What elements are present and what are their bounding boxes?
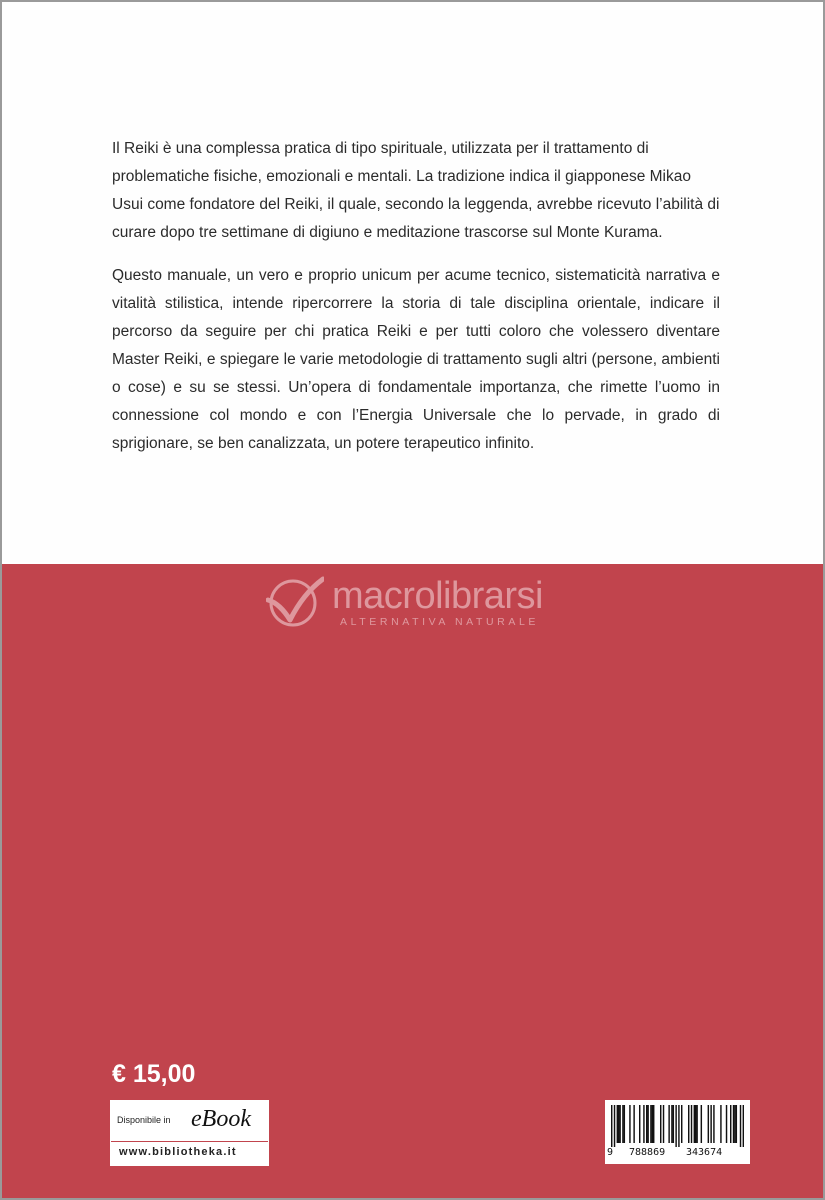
barcode-bar: [646, 1105, 647, 1143]
blurb-paragraph-1: Il Reiki è una complessa pratica di tipo spirituale, utilizzata per il trattamento di problematiche fisiche, emozionali e mentali. La tradizione indica il giapponese Mikao Usui come fondatore del Reiki, il quale, secondo la leggenda, avrebbe ricevuto l’abilità di curare dopo tre settimane di digiuno e meditazione trascorse sul Monte Kurama.: [112, 140, 720, 241]
barcode-bar: [710, 1105, 711, 1143]
barcode-bar: [647, 1105, 648, 1143]
barcode-bar: [622, 1105, 623, 1143]
barcode-bar: [743, 1105, 744, 1147]
barcode-bar: [619, 1105, 620, 1143]
blurb-text: [112, 135, 720, 473]
barcode-bar: [736, 1105, 737, 1143]
checkmark-circle-icon: [266, 576, 324, 628]
barcode-bar: [730, 1105, 731, 1143]
barcode-bar: [653, 1105, 654, 1143]
barcode-bar: [633, 1105, 634, 1143]
ebook-format-label: eBook: [191, 1106, 251, 1132]
barcode-bar: [643, 1105, 644, 1143]
barcode-bar: [673, 1105, 674, 1143]
barcode-bar: [681, 1105, 682, 1143]
price-label: € 15,00: [112, 1060, 196, 1088]
barcode-bar: [652, 1105, 653, 1143]
barcode-bar: [720, 1105, 721, 1143]
isbn-barcode: [605, 1100, 750, 1164]
barcode-bar: [696, 1105, 697, 1143]
barcode-bar: [668, 1105, 669, 1143]
barcode-bar: [660, 1105, 661, 1143]
barcode-bars: [611, 1105, 744, 1147]
watermark-name: macrolibrarsi: [332, 575, 543, 617]
watermark-tagline: ALTERNATIVA NATURALE: [340, 616, 539, 628]
barcode-bar: [614, 1105, 615, 1147]
barcode-group-1: 788869: [629, 1147, 666, 1158]
barcode-bar: [701, 1105, 702, 1143]
barcode-bar: [733, 1105, 734, 1143]
white-panel: [2, 2, 823, 562]
watermark: [266, 574, 566, 634]
barcode-bar: [713, 1105, 714, 1143]
barcode-bar: [663, 1105, 664, 1143]
barcode-bar: [694, 1105, 695, 1143]
publisher-website: www.bibliotheka.it: [119, 1146, 237, 1158]
barcode-bar: [675, 1105, 676, 1147]
ebook-badge: [110, 1100, 269, 1166]
barcode-bar: [678, 1105, 679, 1147]
blurb-paragraph-2: Questo manuale, un vero e proprio unicum per acume tecnico, sistematicità narrativa e vitalità stilistica, intende ripercorrere la storia di tale disciplina orientale, indicare il percorso da seguire per chi pratica Reiki e per tutti coloro che volessero diventare Master Reiki, e spiegare le varie metodologie di trattamento sugli altri (persone, ambienti o cose) e su se stessi. Un’opera di fondamentale importanza, che rimette l’uomo in connessione col mondo e con l’Energia Universale che lo pervade, in grado di sprigionare, se ben canalizzata, un potere terapeutico infinito.: [112, 267, 720, 452]
ebook-available-label: Disponibile in: [117, 1115, 171, 1125]
barcode-bar: [611, 1105, 612, 1147]
barcode-bar: [617, 1105, 618, 1143]
barcode-bar: [691, 1105, 692, 1143]
ebook-badge-top: [111, 1101, 268, 1142]
barcode-bar: [695, 1105, 696, 1143]
barcode-bar: [708, 1105, 709, 1143]
barcode-bar: [618, 1105, 619, 1143]
barcode-bar: [650, 1105, 651, 1143]
barcode-bar: [734, 1105, 735, 1143]
barcode-group-2: 343674: [686, 1147, 723, 1158]
barcode-bar: [624, 1105, 625, 1143]
barcode-bar: [726, 1105, 727, 1143]
barcode-bar: [629, 1105, 630, 1143]
barcode-lead-digit: 9: [607, 1147, 614, 1158]
barcode-bar: [671, 1105, 672, 1143]
barcode-bar: [688, 1105, 689, 1143]
barcode-bar: [740, 1105, 741, 1147]
barcode-bar: [639, 1105, 640, 1143]
